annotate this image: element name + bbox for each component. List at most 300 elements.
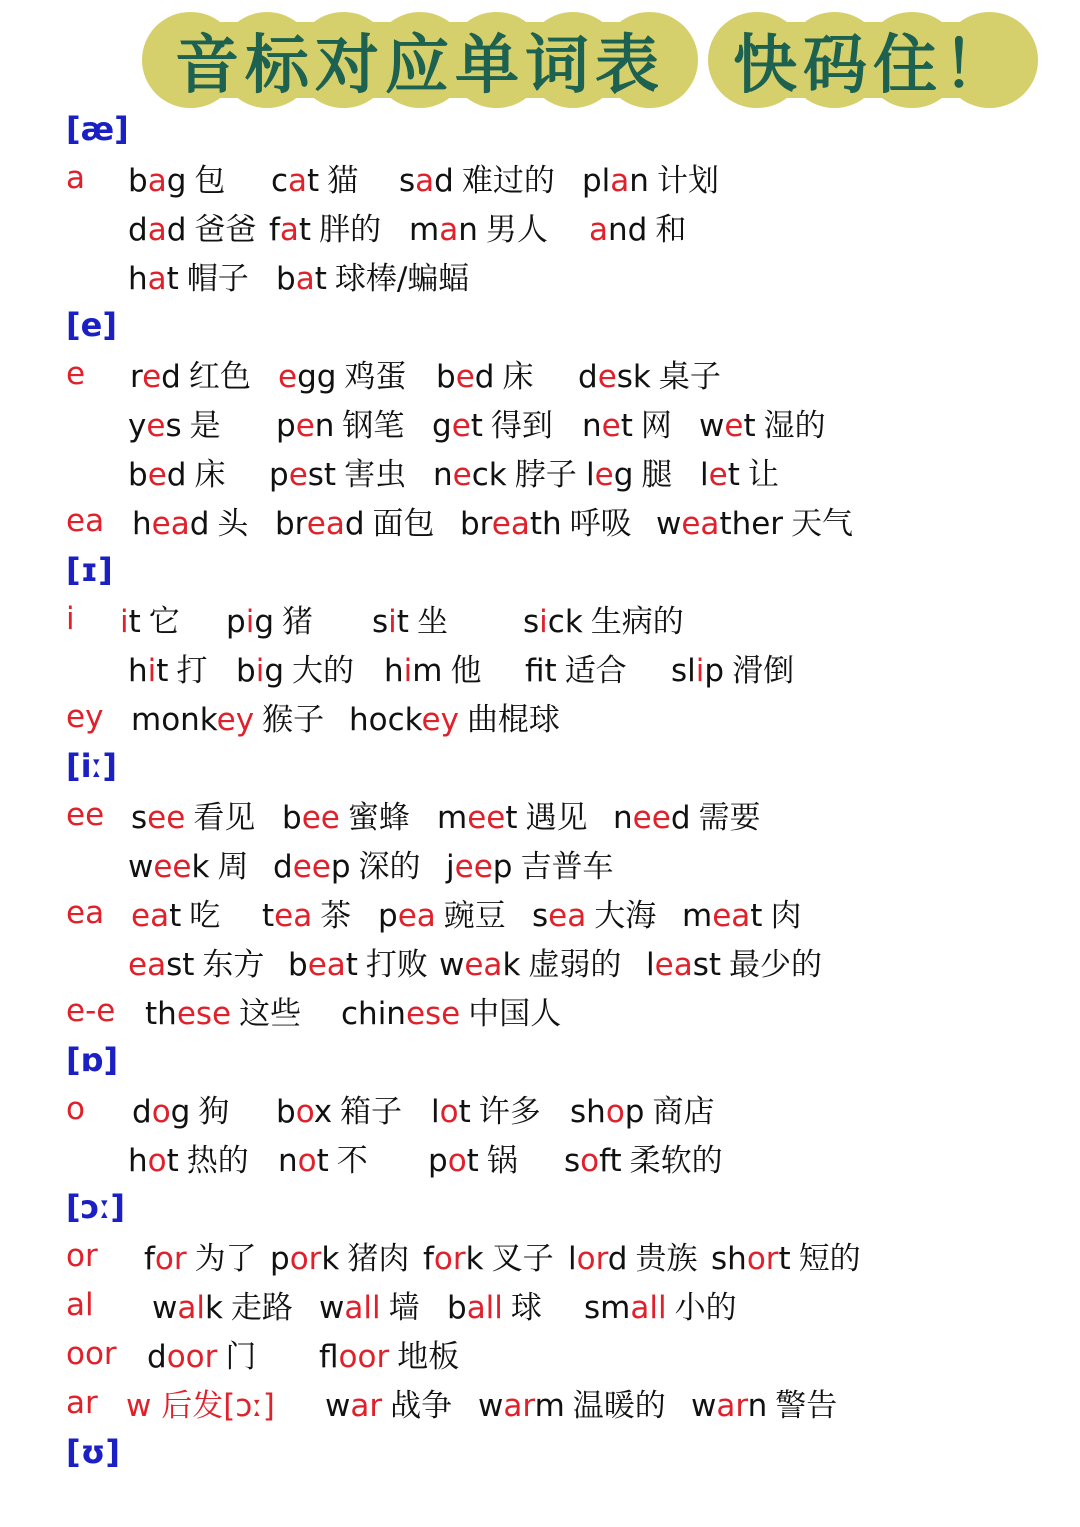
chinese-meaning: 看见 — [193, 800, 256, 836]
plain-letters: monk — [131, 702, 217, 738]
chinese-meaning: 短的 — [798, 1241, 861, 1277]
word-entry — [341, 988, 561, 1033]
plain-letters: sh — [711, 1241, 747, 1277]
english-word — [711, 1241, 791, 1277]
english-word — [431, 1094, 471, 1130]
word-entry — [120, 596, 180, 641]
english-word — [131, 800, 185, 836]
english-word — [276, 1094, 332, 1130]
plain-letters: d — [166, 457, 187, 493]
word-entry — [378, 890, 506, 935]
chinese-meaning: 战争 — [390, 1388, 453, 1424]
plain-letters: d — [434, 163, 454, 199]
plain-letters: x — [313, 1094, 333, 1130]
word-entry — [409, 204, 548, 249]
plain-letters: l — [646, 947, 655, 983]
plain-letters: p — [428, 1143, 448, 1179]
title-banner-main — [152, 12, 688, 108]
plain-letters: m — [682, 898, 713, 934]
plain-letters: h — [132, 506, 152, 542]
english-word — [523, 604, 583, 640]
chinese-meaning: 大的 — [292, 653, 354, 689]
word-row — [66, 398, 1066, 447]
plain-letters: t — [298, 212, 312, 248]
chinese-meaning: 柔软的 — [629, 1143, 723, 1179]
plain-letters: l — [568, 1241, 577, 1277]
plain-letters: t — [727, 457, 740, 493]
english-word — [275, 506, 365, 542]
highlighted-letters: ar — [350, 1388, 383, 1424]
highlighted-letters: i — [388, 604, 397, 640]
highlighted-letters: e — [142, 359, 162, 395]
plain-letters: d — [128, 212, 148, 248]
plain-letters: sl — [671, 653, 696, 689]
english-word — [319, 1290, 381, 1326]
english-word — [128, 947, 194, 983]
plain-letters: f — [525, 653, 545, 689]
word-entry — [288, 939, 428, 984]
highlighted-letters: i — [255, 653, 265, 689]
word-row — [66, 839, 1066, 888]
highlighted-letters: ea — [712, 898, 751, 934]
plain-letters: st — [307, 457, 337, 493]
plain-letters: m — [412, 653, 443, 689]
english-word — [564, 1143, 622, 1179]
english-word — [582, 163, 649, 199]
chinese-meaning: 腿 — [641, 457, 673, 493]
english-word — [613, 800, 691, 836]
word-entry — [589, 204, 686, 249]
word-entry — [132, 1086, 229, 1131]
chinese-meaning: 猴子 — [262, 702, 325, 738]
chinese-meaning: 爸爸 — [194, 212, 257, 248]
chinese-meaning: 不 — [336, 1143, 368, 1179]
spelling-pattern: o — [66, 1090, 85, 1127]
highlighted-letters: i — [695, 653, 705, 689]
word-entry — [278, 351, 406, 396]
chinese-meaning: 许多 — [478, 1094, 541, 1130]
spelling-pattern: e — [66, 355, 86, 392]
plain-letters: k — [321, 1241, 340, 1277]
highlighted-letters: a — [147, 212, 167, 248]
plain-letters: l — [586, 457, 595, 493]
plain-letters: t — [544, 653, 557, 689]
chinese-meaning: 坐 — [416, 604, 448, 640]
english-word — [152, 1290, 223, 1326]
word-entry — [319, 1282, 420, 1327]
word-entry — [128, 939, 264, 984]
ipa-symbol: [ɒ] — [66, 1040, 119, 1079]
word-entry — [699, 400, 826, 445]
plain-letters: t — [316, 1143, 329, 1179]
chinese-meaning: 温暖的 — [572, 1388, 666, 1424]
english-word — [532, 898, 586, 934]
english-word — [582, 408, 633, 444]
english-word — [423, 1241, 484, 1277]
chinese-meaning: 吃 — [189, 898, 221, 934]
plain-letters: fl — [319, 1339, 339, 1375]
plain-letters: f — [423, 1241, 434, 1277]
highlighted-letters: or — [746, 1241, 779, 1277]
highlighted-letters: ee — [467, 800, 506, 836]
highlighted-letters: e — [601, 408, 621, 444]
plain-letters: d — [189, 506, 210, 542]
plain-letters: p — [704, 653, 725, 689]
highlighted-letters: e — [455, 359, 475, 395]
plain-letters: nd — [608, 212, 648, 248]
plain-letters: w — [478, 1388, 504, 1424]
plain-letters: l — [431, 1094, 440, 1130]
word-entry — [460, 498, 632, 543]
highlighted-letters: o — [580, 1143, 600, 1179]
word-entry — [144, 1233, 257, 1278]
highlighted-letters: ey — [421, 702, 459, 738]
word-entry — [433, 449, 577, 494]
chinese-meaning: 脖子 — [514, 457, 577, 493]
word-entry — [269, 204, 381, 249]
english-word — [278, 1143, 329, 1179]
plain-letters: g — [166, 163, 187, 199]
highlighted-letters: oor — [166, 1339, 218, 1375]
plain-letters: k — [191, 849, 210, 885]
word-row — [66, 643, 1066, 692]
english-word — [378, 898, 436, 934]
highlighted-letters: o — [297, 1143, 317, 1179]
chinese-meaning: 包 — [194, 163, 226, 199]
plain-letters: ck — [547, 604, 583, 640]
chinese-meaning: 计划 — [656, 163, 719, 199]
spelling-pattern: ar — [66, 1384, 98, 1421]
chinese-meaning: 湿的 — [763, 408, 826, 444]
chinese-meaning: 最少的 — [729, 947, 823, 983]
ipa-heading — [66, 741, 117, 790]
highlighted-letters: ea — [307, 947, 346, 983]
chinese-meaning: 适合 — [564, 653, 627, 689]
plain-letters: sh — [570, 1094, 606, 1130]
english-word — [349, 702, 459, 738]
plain-letters: m — [534, 1388, 565, 1424]
highlighted-letters: ee — [632, 800, 671, 836]
word-entry — [399, 155, 555, 200]
word-entry — [152, 1282, 293, 1327]
ipa-symbol: [iː] — [66, 746, 117, 785]
plain-letters: t — [307, 163, 320, 199]
chinese-meaning: 锅 — [486, 1143, 518, 1179]
word-entry — [711, 1233, 861, 1278]
word-entry — [325, 1380, 452, 1425]
plain-letters: s — [399, 163, 416, 199]
word-row — [66, 1280, 1066, 1329]
word-row — [66, 202, 1066, 251]
chinese-meaning: 大海 — [594, 898, 657, 934]
highlighted-letters: e — [597, 359, 617, 395]
english-word — [130, 359, 181, 395]
spelling-pattern: i — [66, 600, 75, 637]
word-entry — [128, 841, 248, 886]
plain-letters: s — [372, 604, 389, 640]
english-word — [269, 212, 311, 248]
chinese-meaning: 地板 — [397, 1339, 460, 1375]
pronunciation-note: w 后发[ɔː] — [126, 1388, 275, 1424]
english-word — [120, 604, 141, 640]
plain-letters: k — [502, 947, 521, 983]
chinese-meaning: 曲棍球 — [466, 702, 560, 738]
plain-letters: t — [345, 947, 358, 983]
spelling-pattern: ea — [66, 894, 105, 931]
ipa-heading — [66, 300, 117, 349]
english-word — [446, 849, 512, 885]
english-word — [691, 1388, 767, 1424]
english-word — [128, 212, 186, 248]
plain-letters: h — [128, 1143, 148, 1179]
ipa-heading — [66, 545, 113, 594]
chinese-meaning: 热的 — [186, 1143, 249, 1179]
chinese-meaning: 害虫 — [344, 457, 407, 493]
plain-letters: p — [492, 849, 513, 885]
chinese-meaning: 和 — [655, 212, 687, 248]
plain-letters: ck — [471, 457, 507, 493]
chinese-meaning: 难过的 — [461, 163, 555, 199]
chinese-meaning: 叉子 — [491, 1241, 554, 1277]
word-entry — [700, 449, 779, 494]
plain-letters: m — [437, 800, 468, 836]
plain-letters: k — [204, 1290, 223, 1326]
plain-letters: n — [747, 1388, 768, 1424]
highlighted-letters: i — [403, 653, 413, 689]
spelling-pattern: al — [66, 1286, 94, 1323]
plain-letters: w — [699, 408, 725, 444]
highlighted-letters: o — [151, 1094, 171, 1130]
word-entry — [131, 792, 255, 837]
plain-letters: b — [436, 359, 456, 395]
plain-letters: r — [130, 359, 143, 395]
plain-letters: t — [262, 898, 275, 934]
plain-letters: ther — [719, 506, 784, 542]
plain-letters: t — [396, 604, 409, 640]
plain-letters: w — [152, 1290, 178, 1326]
english-word — [525, 653, 557, 689]
chinese-meaning: 贵族 — [635, 1241, 698, 1277]
plain-letters: w — [691, 1388, 717, 1424]
highlighted-letters: ea — [397, 898, 436, 934]
highlighted-letters: ee — [147, 800, 186, 836]
english-word — [437, 800, 518, 836]
english-word — [128, 408, 182, 444]
ipa-heading — [66, 104, 129, 153]
plain-letters: c — [271, 163, 289, 199]
english-word — [276, 261, 327, 297]
chinese-meaning: 床 — [502, 359, 534, 395]
plain-letters: sm — [584, 1290, 631, 1326]
ipa-symbol: [æ] — [66, 109, 129, 148]
word-entry — [319, 1331, 459, 1376]
plain-letters: n — [458, 212, 478, 248]
spelling-pattern: oor — [66, 1335, 117, 1372]
word-entry — [273, 841, 421, 886]
chinese-meaning: 呼吸 — [569, 506, 632, 542]
english-word — [128, 163, 186, 199]
highlighted-letters: a — [439, 212, 459, 248]
spelling-pattern: ee — [66, 796, 105, 833]
plain-letters: n — [582, 408, 602, 444]
plain-letters: sk — [616, 359, 651, 395]
plain-letters: w — [319, 1290, 345, 1326]
highlighted-letters: o — [147, 1143, 167, 1179]
english-word — [278, 359, 336, 395]
word-entry — [278, 1135, 368, 1180]
highlighted-letters: o — [447, 1143, 467, 1179]
chinese-meaning: 红色 — [188, 359, 251, 395]
plain-letters: t — [466, 1143, 479, 1179]
plain-letters: k — [465, 1241, 484, 1277]
plain-letters: chin — [341, 996, 406, 1032]
english-word — [128, 261, 179, 297]
plain-letters: p — [270, 1241, 290, 1277]
highlighted-letters: ee — [153, 849, 192, 885]
plain-letters: t — [620, 408, 633, 444]
highlighted-letters: a — [147, 163, 167, 199]
english-word — [131, 898, 181, 934]
highlighted-letters: ese — [405, 996, 461, 1032]
english-word — [682, 898, 762, 934]
english-word — [584, 1290, 667, 1326]
word-entry — [226, 596, 313, 641]
chinese-meaning: 蜜蜂 — [347, 800, 410, 836]
word-entry — [532, 890, 656, 935]
word-entry — [262, 890, 351, 935]
word-row — [66, 1329, 1066, 1378]
title-banner-secondary — [718, 12, 1028, 108]
chinese-meaning: 生病的 — [590, 604, 684, 640]
word-entry — [270, 1233, 409, 1278]
highlighted-letters: ea — [131, 898, 170, 934]
plain-letters: t — [470, 408, 483, 444]
word-row — [66, 496, 1066, 545]
english-word — [589, 212, 647, 248]
highlighted-letters: e — [295, 408, 315, 444]
highlighted-letters: or — [433, 1241, 466, 1277]
highlighted-letters: ee — [292, 849, 331, 885]
word-entry — [132, 498, 248, 543]
word-entry — [439, 939, 621, 984]
plain-letters: b — [128, 457, 148, 493]
spelling-pattern: ea — [66, 502, 105, 539]
highlighted-letters: a — [147, 261, 167, 297]
highlighted-letters: e — [452, 457, 472, 493]
word-entry — [128, 253, 249, 298]
plain-letters: ft — [599, 1143, 622, 1179]
ipa-heading — [66, 1427, 120, 1476]
plain-letters: t — [505, 800, 518, 836]
plain-letters: t — [778, 1241, 791, 1277]
plain-letters: s — [131, 800, 148, 836]
plain-letters: w — [439, 947, 465, 983]
plain-letters: j — [446, 849, 455, 885]
spelling-pattern: e-e — [66, 992, 116, 1029]
english-word — [428, 1143, 479, 1179]
highlighted-letters: or — [154, 1241, 187, 1277]
plain-letters: b — [128, 163, 148, 199]
chinese-meaning: 肉 — [770, 898, 802, 934]
highlighted-letters: a — [295, 261, 315, 297]
word-entry — [436, 351, 533, 396]
word-row — [66, 349, 1066, 398]
word-entry — [145, 988, 301, 1033]
english-word — [478, 1388, 565, 1424]
plain-letters: g — [264, 653, 284, 689]
word-entry — [384, 645, 481, 690]
plain-letters: s — [532, 898, 549, 934]
chinese-meaning: 小的 — [674, 1290, 737, 1326]
ipa-symbol: [ʊ] — [66, 1432, 120, 1471]
word-entry — [682, 890, 801, 935]
word-row — [66, 1378, 1066, 1427]
ipa-heading — [66, 1035, 118, 1084]
ipa-heading — [66, 1182, 125, 1231]
plain-letters: b — [236, 653, 256, 689]
chinese-meaning: 鸡蛋 — [344, 359, 407, 395]
english-word — [384, 653, 442, 689]
plain-letters: p — [624, 1094, 645, 1130]
chinese-meaning: 球 — [510, 1290, 542, 1326]
word-entry — [271, 155, 358, 200]
chinese-meaning: 警告 — [775, 1388, 838, 1424]
plain-letters: g — [432, 408, 452, 444]
word-entry — [525, 645, 627, 690]
plain-letters: b — [447, 1290, 467, 1326]
plain-letters: t — [750, 898, 763, 934]
plain-letters: p — [226, 604, 246, 640]
highlighted-letters: ea — [151, 506, 190, 542]
chinese-meaning: 狗 — [198, 1094, 230, 1130]
highlighted-letters: e — [594, 457, 614, 493]
ipa-symbol: [ɔː] — [66, 1187, 125, 1226]
highlighted-letters: i — [539, 604, 548, 640]
chinese-meaning: 东方 — [202, 947, 265, 983]
plain-letters: b — [288, 947, 308, 983]
chinese-meaning: 这些 — [239, 996, 302, 1032]
word-entry — [523, 596, 684, 641]
plain-letters: n — [314, 408, 335, 444]
word-row — [66, 790, 1066, 839]
english-word — [671, 653, 724, 689]
plain-letters: n — [613, 800, 633, 836]
plain-letters: th — [145, 996, 177, 1032]
word-row — [66, 251, 1066, 300]
word-entry — [432, 400, 553, 445]
chinese-meaning: 打 — [176, 653, 208, 689]
highlighted-letters: ea — [274, 898, 313, 934]
highlighted-letters: ey — [216, 702, 255, 738]
plain-letters: pl — [582, 163, 611, 199]
word-entry — [236, 645, 354, 690]
english-word — [276, 408, 334, 444]
english-word — [128, 849, 209, 885]
plain-letters: g — [170, 1094, 191, 1130]
english-word — [325, 1388, 382, 1424]
plain-letters: th — [529, 506, 562, 542]
chinese-meaning: 它 — [148, 604, 180, 640]
word-entry — [570, 1086, 714, 1131]
word-entry — [128, 449, 225, 494]
word-entry — [447, 1282, 542, 1327]
word-entry — [691, 1380, 837, 1425]
word-entry — [431, 1086, 541, 1131]
word-row — [66, 937, 1066, 986]
highlighted-letters: i — [147, 653, 157, 689]
word-row — [66, 594, 1066, 643]
highlighted-letters: e — [147, 457, 167, 493]
